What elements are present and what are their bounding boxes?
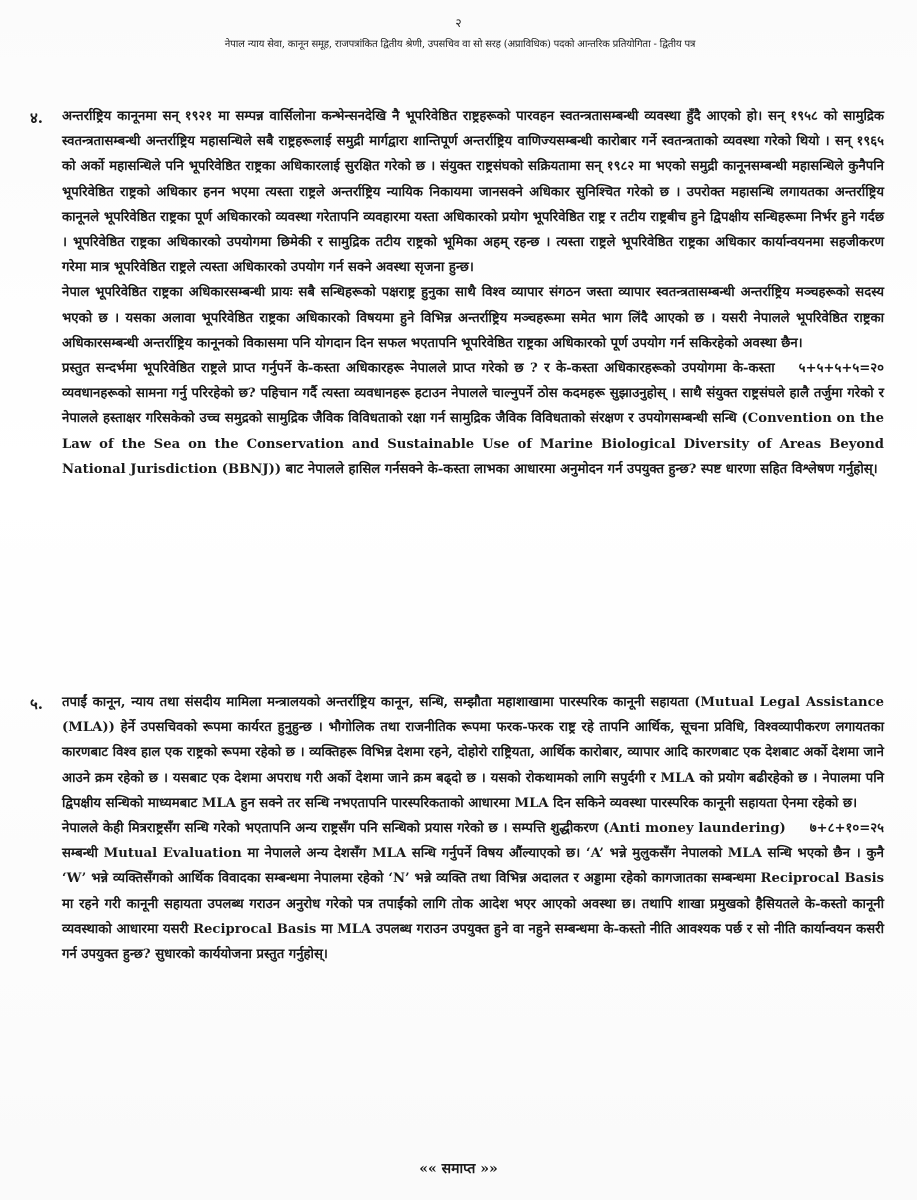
question-paragraph bbox=[62, 356, 884, 482]
question-number: ४. bbox=[30, 109, 44, 127]
question-paragraph: तपाईं कानून, न्याय तथा संसदीय मामिला मन्त्रालयको अन्तर्राष्ट्रिय कानून, सन्धि, सम्झौता महाशाखामा पारस्परिक कानूनी सहायता (Mutual Legal Assistance (MLA)) हेर्ने उपसचिवको रूपमा कार्यरत हुनुहुन्छ । भौगोलिक तथा राजनीतिक रूपमा फरक-फरक राष्ट्र रहे तापनि आर्थिक, सूचना प्रविधि, विश्वव्यापीकरण लगायतका कारणबाट विश्व हाल एक राष्ट्रको रूपमा रहेको छ । व्यक्तिहरू विभिन्न देशमा रहने, दोहोरो राष्ट्रियता, आर्थिक कारोबार, व्यापार आदि कारणबाट एक देशबाट अर्को देशमा जाने आउने क्रम रहेको छ । यसबाट एक देशमा अपराध गरी अर्को देशमा जाने क्रम बढ्दो छ । यसको रोकथामको लागि सपुर्दगी र MLA को प्रयोग बढीरहेको छ । नेपालमा पनि द्विपक्षीय सन्धिको माध्यमबाट MLA हुन सक्ने तर सन्धि नभएतापनि पारस्परिकताको आधारमा MLA दिन सकिने व्यवस्था पारस्परिक कानूनी सहायता ऐनमा रहेको छ। bbox=[62, 695, 884, 811]
question-marks: ५+५+५+५=२० bbox=[798, 361, 884, 377]
exam-header-title: नेपाल न्याय सेवा, कानून समूह, राजपत्रांकित द्वितीय श्रेणी, उपसचिव वा सो सरह (अप्राविधिक) पदको आन्तरिक प्रतियोगिता - द्वितीय पत्र bbox=[224, 39, 696, 50]
question-paragraph: नेपाल भूपरिवेष्ठित राष्ट्रका अधिकारसम्बन्धी प्रायः सबै सन्धिहरूको पक्षराष्ट्र हुनुका साथै विश्व व्यापार संगठन जस्ता व्यापार स्वतन्त्रतासम्बन्धी अन्तर्राष्ट्रिय मञ्चहरूको सदस्य भएको छ । यसका अलावा भूपरिवेष्ठित राष्ट्रका अधिकारको विषयमा हुने विभिन्न अन्तर्राष्ट्रिय मञ्चहरूमा समेत भाग लिंदै आएको छ । यसरी नेपालले भूपरिवेष्ठित राष्ट्रका अधिकारसम्बन्धी अन्तर्राष्ट्रिय कानूनको विकासमा पनि योगदान दिन सफल भएतापनि भूपरिवेष्ठित राष्ट्रका अधिकारको पूर्ण उपयोग गर्न सकिरहेको अवस्था छैन। bbox=[62, 285, 884, 351]
question-body bbox=[62, 690, 884, 967]
question-number: ५. bbox=[30, 695, 44, 713]
page-number: २ bbox=[455, 16, 462, 30]
question-paragraph-text: प्रस्तुत सन्दर्भमा भूपरिवेष्ठित राष्ट्रले प्राप्त गर्नुपर्ने के-कस्ता अधिकारहरू नेपालले प्राप्त गरेको छ ? र के-कस्ता अधिकारहरूको उपयोगमा के-कस्ता व्यवधानहरूको सामना गर्नु परिरहेको छ? पहिचान गर्दै त्यस्ता व्यवधानहरू हटाउन नेपालले चाल्नुपर्ने ठोस कदमहरू सुझाउनुहोस् । साथै संयुक्त राष्ट्रसंघले हालै तर्जुमा गरेको र नेपालले हस्ताक्षर गरिसकेको उच्च समुद्रको सामुद्रिक जैविक विविधताको रक्षा गर्न सामुद्रिक जैविक विविधताको संरक्षण र उपयोगसम्बन्धी सन्धि (Convention on the Law of the Sea on the Conservation and Sustainable Use of Marine Biological Diversity of Areas Beyond National Jurisdiction (BBNJ)) बाट नेपालले हासिल गर्नसक्ने के-कस्ता लाभका आधारमा अनुमोदन गर्न उपयुक्त हुन्छ? स्पष्ट धारणा सहित विश्लेषण गर्नुहोस्। bbox=[62, 361, 884, 477]
question-marks: ७+८+१०=२५ bbox=[809, 821, 884, 837]
question-paragraph bbox=[62, 816, 884, 967]
question-paragraph-text: नेपालले केही मित्रराष्ट्रसँग सन्धि गरेको भएतापनि अन्य राष्ट्रसँग पनि सन्धिको प्रयास गरेको छ । सम्पत्ति शुद्धीकरण (Anti money laundering) सम्बन्धी Mutual Evaluation मा नेपालले अन्य देशसँग MLA सन्धि गर्नुपर्ने विषय औंल्याएको छ। ‘A’ भन्ने मुलुकसँग नेपालको MLA सन्धि भएको छैन । कुनै ‘W’ भन्ने व्यक्तिसँगको आर्थिक विवादका सम्बन्धमा नेपालमा रहेको ‘N’ भन्ने व्यक्ति तथा विभिन्न अदालत र अड्डामा रहेको कागजातका सम्बन्धमा Reciprocal Basis मा रहने गरी कानूनी सहायता उपलब्ध गराउन अनुरोध गरेको पत्र तपाईंको लागि तोक आदेश भएर आएको अवस्था छ। तथापि शाखा प्रमुखको हैसियतले के-कस्तो कानूनी व्यवस्थाको आधारमा यसरी Reciprocal Basis मा MLA उपलब्ध गराउन उपयुक्त हुने वा नहुने सम्बन्धमा के-कस्तो नीति आवश्यक पर्छ र सो नीति कार्यान्वयन कसरी गर्न उपयुक्त हुन्छ? सुधारको कार्ययोजना प्रस्तुत गर्नुहोस्। bbox=[62, 821, 884, 963]
end-marker: «« समाप्त »» bbox=[419, 1161, 498, 1177]
question-paragraph: अन्तर्राष्ट्रिय कानूनमा सन् १९२१ मा सम्पन्न वार्सिलोना कन्भेन्सनदेखि नै भूपरिवेष्ठित राष्ट्रहरूको पारवहन स्वतन्त्रतासम्बन्धी व्यवस्था हुँदै आएको हो। सन् १९५८ को सामुद्रिक स्वतन्त्रतासम्बन्धी अन्तर्राष्ट्रिय महासन्धिले सबै राष्ट्रहरूलाई समुद्री मार्गद्वारा शान्तिपूर्ण अन्तर्राष्ट्रिय वाणिज्यसम्बन्धी कारोबार गर्ने स्वतन्त्रताको व्यवस्था गरेको थियो । सन् १९६५ को अर्को महासन्धिले पनि भूपरिवेष्ठित राष्ट्रका अधिकारलाई सुरक्षित गरेको छ । संयुक्त राष्ट्रसंघको सक्रियतामा सन् १९८२ मा भएको समुद्री कानूनसम्बन्धी महासन्धिले कुनैपनि भूपरिवेष्ठित राष्ट्रको अधिकार हनन भएमा त्यस्ता राष्ट्रले अन्तर्राष्ट्रिय न्यायिक निकायमा जानसक्ने अधिकार सुनिश्चित गरेको छ । उपरोक्त महासन्धि लगायतका अन्तर्राष्ट्रिय कानूनले भूपरिवेष्ठित राष्ट्रका पूर्ण अधिकारको व्यवस्था गरेतापनि व्यवहारमा यस्ता अधिकारको प्रयोग भूपरिवेष्ठित राष्ट्र र तटीय राष्ट्रबीच हुने द्विपक्षीय सन्धिहरूमा निर्भर हुने गर्दछ । भूपरिवेष्ठित राष्ट्रका अधिकारको उपयोगमा छिमेकी र सामुद्रिक तटीय राष्ट्रको भूमिका अहम् रहन्छ । त्यस्ता राष्ट्रले भूपरिवेष्ठित राष्ट्रका अधिकार कार्यान्वयनमा सहजीकरण गरेमा मात्र भूपरिवेष्ठित राष्ट्रले त्यस्ता अधिकारको उपयोग गर्न सक्ने अवस्था सृजना हुन्छ। bbox=[62, 109, 884, 276]
question-body bbox=[62, 104, 884, 482]
